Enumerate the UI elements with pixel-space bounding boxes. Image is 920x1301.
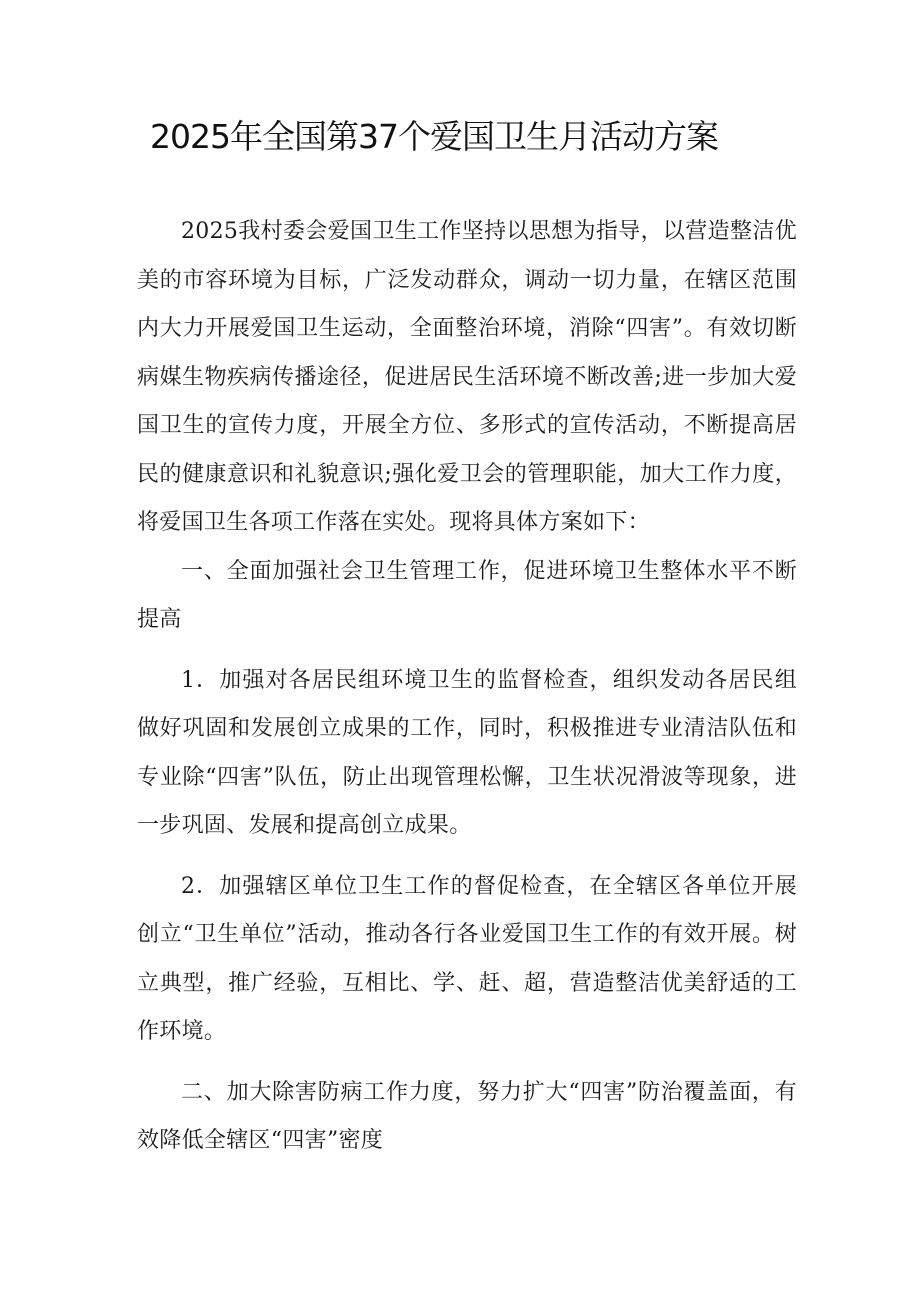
document-body: [137, 208, 797, 1166]
paragraph-item-1: 1．加强对各居民组环境卫生的监督检查，组织发动各居民组做好巩固和发展创立成果的工作，同时，积极推进专业清洁队伍和专业除“四害”队伍，防止出现管理松懈，卫生状况滑波等现象，进一步巩固、发展和提高创立成果。: [137, 667, 797, 838]
section-heading-1: 一、全面加强社会卫生管理工作，促进环境卫生整体水平不断提高: [137, 558, 797, 632]
paragraph-item-2: 2．加强辖区单位卫生工作的督促检查，在全辖区各单位开展创立“卫生单位”活动，推动各行各业爱国卫生工作的有效开展。树立典型，推广经验，互相比、学、赶、超，营造整洁优美舒适的工作环境。: [137, 873, 797, 1044]
document-title: 2025年全国第37个爱国卫生月活动方案: [150, 117, 718, 156]
section-heading-2: 二、加大除害防病工作力度，努力扩大“四害”防治覆盖面，有效降低全辖区“四害”密度: [137, 1079, 797, 1153]
paragraph-intro: 2025我村委会爱国卫生工作坚持以思想为指导，以营造整洁优美的市容环境为目标，广泛发动群众，调动一切力量，在辖区范围内大力开展爱国卫生运动，全面整治环境，消除“四害”。有效切断病媒生物疾病传播途径，促进居民生活环境不断改善;进一步加大爱国卫生的宣传力度，开展全方位、多形式的宣传活动，不断提高居民的健康意识和礼貌意识;强化爱卫会的管理职能，加大工作力度，将爱国卫生各项工作落在实处。现将具体方案如下：: [137, 219, 797, 535]
